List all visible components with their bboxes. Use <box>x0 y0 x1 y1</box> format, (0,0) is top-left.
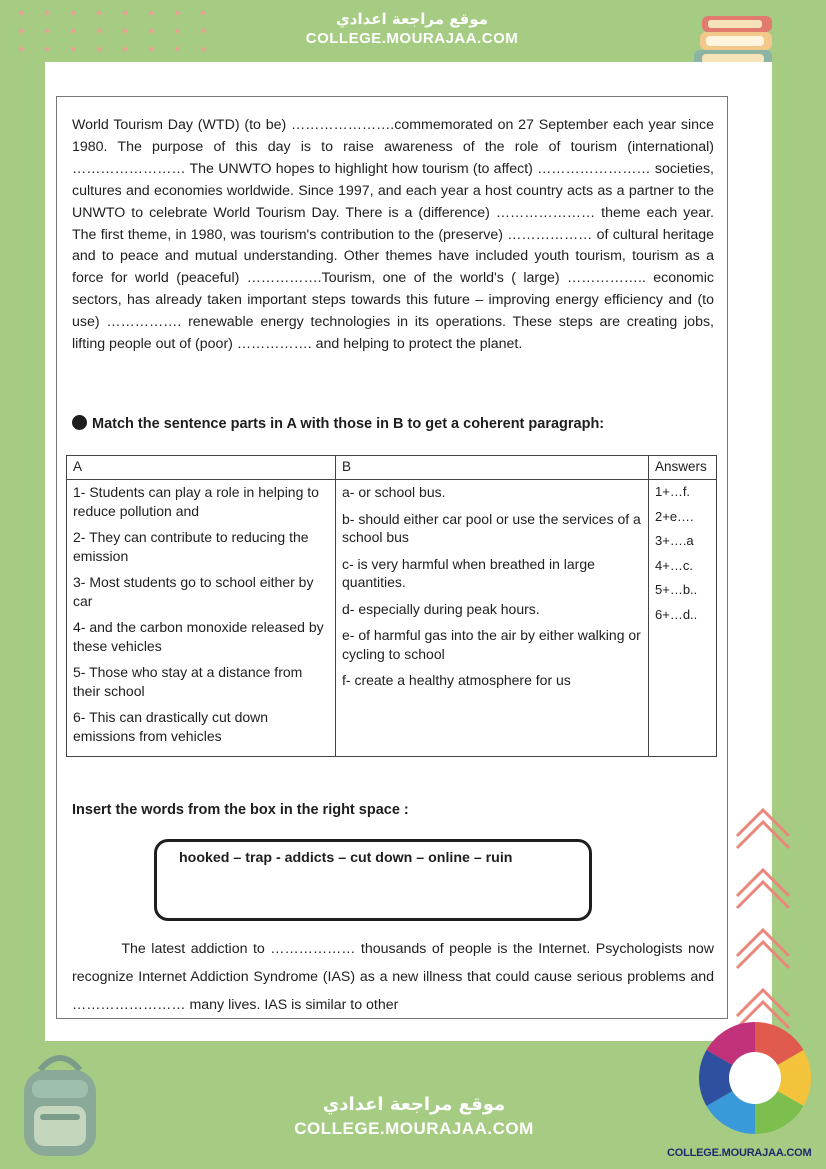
column-a <box>67 480 336 757</box>
insert-text <box>72 935 714 1019</box>
frame-left <box>0 0 45 1169</box>
chevron-up-icon <box>733 852 793 912</box>
insert-text-body: The latest addiction to ……………… thousands of people is the Internet. Psychologists now recognize Internet Addiction Syndrome (IAS) as a new illness that could cause serious problems and …………………… many lives. IAS is similar to other <box>72 941 714 1013</box>
header-banner <box>262 0 562 60</box>
a-item: 3- Most students go to school either by car <box>73 574 314 609</box>
backpack-icon <box>10 1050 110 1162</box>
match-table <box>66 455 717 757</box>
passage-text: World Tourism Day (WTD) (to be) ………………….commemorated on 27 September each year since 1980. The purpose of this day is to raise awareness of the role of tourism (international) …………………… The UNWTO hopes to highlight how tourism (to affect) …………………… societies, cultures and economies worldwide. Since 1997, and each year a host country acts as a partner to the UNWTO to celebrate World Tourism Day. There is a (difference) ………………… theme each year. The first theme, in 1980, was tourism's contribution to the (preserve) ……………… of cultural heritage and to peace and mutual understanding. Other themes have included youth tourism, tourism as a force for world (peaceful) …………….Tourism, one of the world's ( large) …………….. economic sectors, has already taken important steps towards this future – improving energy efficiency and (to use) ……………. renewable energy technologies in its operations. These steps are creating jobs, lifting people out of (poor) ……………. and helping to protect the planet. <box>72 117 714 353</box>
b-item: f- create a healthy atmosphere for us <box>342 672 571 688</box>
header-a: A <box>67 456 336 480</box>
decorative-dots <box>8 4 208 54</box>
footer-site-url[interactable]: COLLEGE.MOURAJAA.COM <box>294 1119 534 1138</box>
b-item: e- of harmful gas into the air by either walking or cycling to school <box>342 627 641 662</box>
header-answers: Answers <box>649 456 717 480</box>
answer-item: 2+e…. <box>655 508 694 524</box>
match-instruction-row <box>72 415 604 432</box>
b-item: b- should either car pool or use the services of a school bus <box>342 510 641 545</box>
answer-item: 3+….a <box>655 533 694 548</box>
table-row <box>67 480 717 757</box>
match-instruction: Match the sentence parts in A with those in B to get a coherent paragraph: <box>92 416 605 432</box>
b-item: c- is very harmful when breathed in large quantities. <box>342 555 595 590</box>
answer-item: 4+…c. <box>655 557 693 573</box>
a-item: 6- This can drastically cut down emissions from vehicles <box>73 709 269 744</box>
b-item: a- or school bus. <box>342 484 446 500</box>
footer-site-arabic: موقع مراجعة اعدادي <box>322 1094 506 1115</box>
bullet-icon <box>72 415 87 430</box>
a-item: 5- Those who stay at a distance from their school <box>73 664 303 699</box>
column-answers <box>649 480 717 757</box>
a-item: 2- They can contribute to reducing the emission <box>73 529 309 564</box>
chevron-up-icon <box>733 912 793 972</box>
chevron-up-icon <box>733 792 793 852</box>
answer-item: 6+…d.. <box>655 606 698 622</box>
answer-item: 5+…b.. <box>655 582 698 597</box>
footer-banner <box>273 1074 555 1169</box>
worksheet <box>56 96 728 1019</box>
insert-instruction: Insert the words from the box in the right space : <box>72 802 409 818</box>
word-box <box>154 839 592 921</box>
word-box-words: hooked – trap - addicts – cut down – online – ruin <box>179 850 513 866</box>
a-item: 1- Students can play a role in helping to reduce pollution and <box>73 484 319 519</box>
answer-item: 1+…f. <box>655 484 691 499</box>
subjects-wheel-icon <box>695 1018 815 1138</box>
column-b <box>336 480 649 757</box>
badge-url: COLLEGE.MOURAJAA.COM <box>667 1147 812 1159</box>
header-b: B <box>336 456 649 480</box>
table-header-row <box>67 456 717 480</box>
a-item: 4- and the carbon monoxide released by these vehicles <box>73 619 324 654</box>
header-site-url[interactable]: COLLEGE.MOURAJAA.COM <box>305 30 519 47</box>
header-site-arabic: موقع مراجعة اعدادي <box>336 10 488 28</box>
b-item: d- especially during peak hours. <box>342 600 540 617</box>
